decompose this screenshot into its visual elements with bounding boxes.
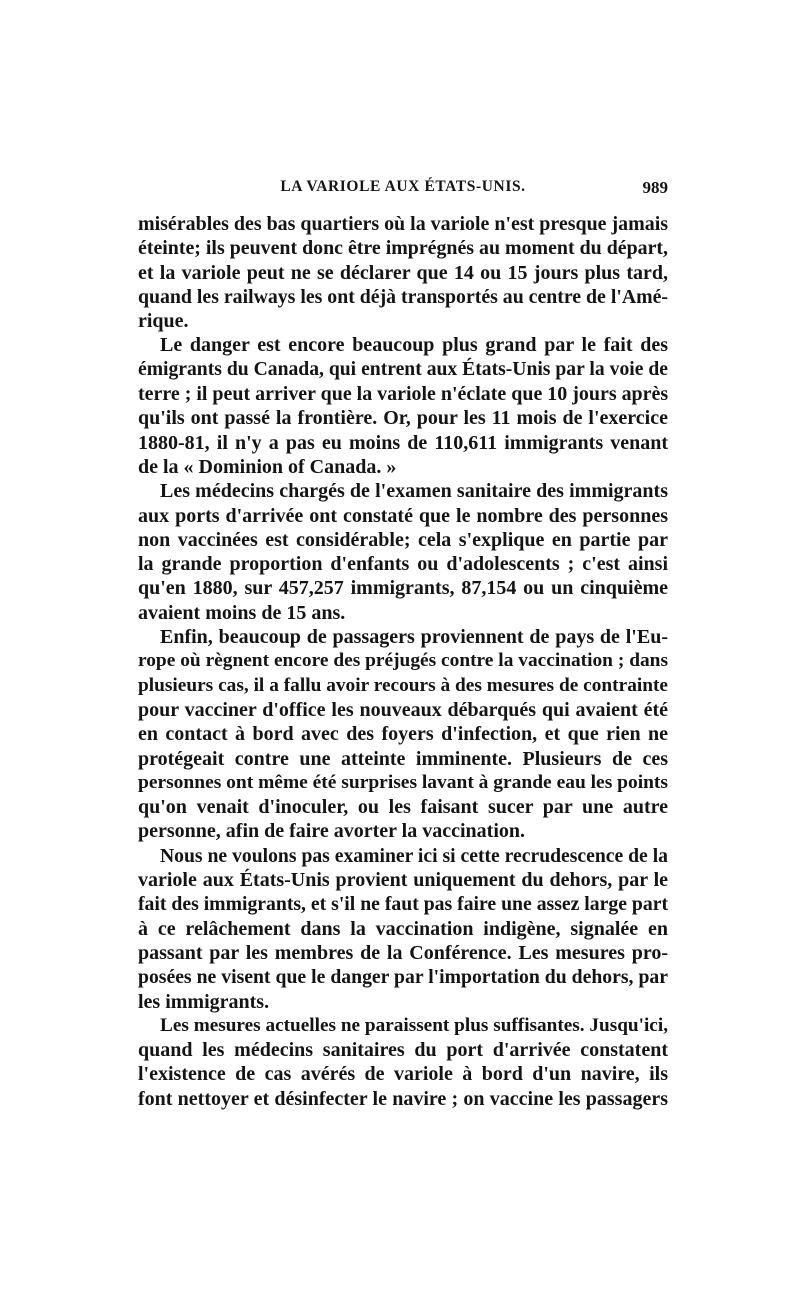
text-line: pour vacciner d'office les nouveaux débarqués qui avaient été bbox=[138, 698, 668, 721]
text-line: Les mesures actuelles ne paraissent plus suffisantes. Jusqu'ici, bbox=[160, 1014, 668, 1036]
text-line: passant par les membres de la Conférence. Les mesures pro- bbox=[138, 941, 668, 964]
text-line: éteinte; ils peuvent donc être imprégnés au moment du départ, bbox=[138, 237, 668, 260]
text-line: l'existence de cas avérés de variole à bord d'un navire, ils bbox=[138, 1063, 668, 1086]
text-line: variole aux États-Unis provient uniquement du dehors, par le bbox=[138, 869, 668, 892]
text-line: aux ports d'arrivée ont constaté que le nombre des personnes bbox=[138, 504, 668, 527]
text-line: à ce relâchement dans la vaccination indigène, signalée en bbox=[138, 917, 668, 940]
text-line: qu'on venait d'inoculer, ou les faisant sucer par une autre bbox=[138, 796, 668, 819]
text-line: et la variole peut ne se déclarer que 14 ou 15 jours plus tard, bbox=[138, 261, 668, 284]
text-line: 1880-81, il n'y a pas eu moins de 110,611 immigrants venant bbox=[138, 431, 668, 454]
text-line: non vaccinées est considérable; cela s'explique en partie par bbox=[138, 528, 668, 551]
text-line: Les médecins chargés de l'examen sanitaire des immigrants bbox=[160, 480, 668, 503]
text-line: les immigrants. bbox=[138, 990, 270, 1013]
text-line: misérables des bas quartiers où la variole n'est presque jamais bbox=[138, 213, 669, 235]
text-line: quand les médecins sanitaires du port d'arrivée constatent bbox=[138, 1039, 668, 1062]
text-line: rique. bbox=[138, 310, 189, 333]
text-line: plusieurs cas, il a fallu avoir recours à des mesures de contrainte bbox=[138, 674, 668, 696]
text-line: font nettoyer et désinfecter le navire ; on vaccine les passagers bbox=[138, 1087, 668, 1110]
text-line: rope où règnent encore des préjugés contre la vaccination ; dans bbox=[138, 650, 668, 672]
text-line: fait des immigrants, et s'il ne faut pas faire une assez large part bbox=[138, 893, 668, 916]
text-line: personne, afin de faire avorter la vaccination. bbox=[138, 820, 525, 843]
text-line: Le danger est encore beaucoup plus grand par le fait des bbox=[160, 334, 668, 357]
page-number: 989 bbox=[642, 178, 668, 197]
text-line: Enfin, beaucoup de passagers proviennent de pays de l'Eu- bbox=[160, 626, 668, 649]
running-head bbox=[138, 178, 668, 204]
text-line: la grande proportion d'enfants ou d'adolescents ; c'est ainsi bbox=[138, 553, 668, 576]
text-line: avaient moins de 15 ans. bbox=[138, 601, 346, 624]
text-line: protégeait contre une atteinte imminente. Plusieurs de ces bbox=[138, 747, 668, 770]
text-line: Nous ne voulons pas examiner ici si cette recrudescence de la bbox=[160, 844, 668, 867]
text-line: en contact à bord avec des foyers d'infection, et que rien ne bbox=[138, 723, 668, 746]
text-line: terre ; il peut arriver que la variole n'éclate que 10 jours après bbox=[138, 383, 669, 406]
text-line: de la « Dominion of Canada. » bbox=[138, 455, 397, 478]
text-line: émigrants du Canada, qui entrent aux États-Unis par la voie de bbox=[138, 358, 668, 380]
running-title: LA VARIOLE AUX ÉTATS-UNIS. bbox=[280, 178, 526, 195]
text-line: qu'en 1880, sur 457,257 immigrants, 87,154 ou un cinquième bbox=[138, 577, 668, 600]
body-text bbox=[138, 212, 668, 1111]
text-line: qu'ils ont passé la frontière. Or, pour les 11 mois de l'exercice bbox=[138, 407, 668, 430]
text-line: posées ne visent que le danger par l'importation du dehors, par bbox=[138, 966, 668, 989]
text-line: quand les railways les ont déjà transportés au centre de l'Amé- bbox=[138, 285, 668, 308]
text-line: personnes ont même été surprises lavant à grande eau les points bbox=[138, 771, 668, 793]
